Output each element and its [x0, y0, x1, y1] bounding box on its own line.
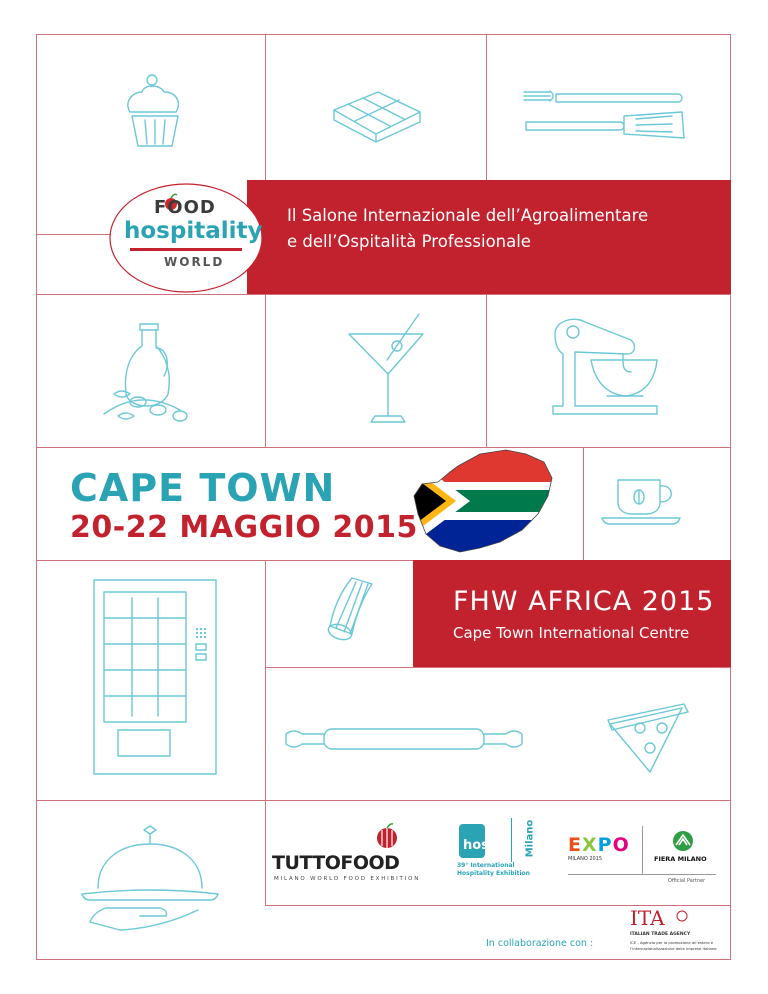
intro-line-1: Il Salone Internazionale dell’Agroalimentare	[287, 206, 649, 225]
fhw-venue: Cape Town International Centre	[453, 624, 690, 642]
host-logo	[455, 818, 555, 880]
intro-banner	[247, 180, 731, 294]
host-line-1: 39° International	[457, 862, 515, 869]
logo-food: FOOD	[154, 197, 216, 218]
tuttofood-name: TUTTOFOOD	[272, 852, 400, 874]
expo-sub: MILANO 2015	[568, 856, 603, 862]
fhw-banner	[413, 560, 731, 667]
event-city: CAPE TOWN	[70, 466, 336, 510]
olive-oil-icon	[100, 318, 200, 428]
partners-divider	[642, 826, 643, 874]
pasta-icon	[312, 574, 392, 652]
food-hospitality-world-logo	[106, 182, 266, 294]
tuttofood-sub: MILANO WORLD FOOD EXHIBITION	[274, 876, 421, 882]
host-city: Milano	[524, 819, 536, 858]
rolling-pin-icon	[284, 724, 524, 754]
stand-mixer-icon	[545, 310, 665, 422]
ita-sub: ITALIAN TRADE AGENCY	[630, 932, 691, 937]
fiera-milano-logo	[650, 830, 720, 870]
vending-machine-icon	[92, 578, 220, 778]
serving-cloche-icon	[80, 826, 230, 938]
tuttofood-logo	[272, 822, 421, 884]
event-dates: 20-22 MAGGIO 2015	[70, 510, 418, 545]
expo-mark: EXPO	[568, 834, 630, 856]
official-partner: Official Partner	[668, 878, 706, 884]
fiera-name: FIERA MILANO	[654, 855, 707, 863]
martini-glass-icon	[343, 312, 433, 430]
host-divider	[511, 818, 512, 862]
ita-mark: ITA	[630, 906, 665, 930]
south-africa-flag-map	[410, 448, 558, 554]
ice-line-2: l’internazionalizzazione delle imprese italiane	[630, 946, 717, 951]
logo-underline	[130, 248, 242, 251]
chocolate-bar-icon	[330, 90, 425, 145]
pizza-slice-icon	[606, 704, 696, 774]
coffee-cup-icon	[598, 478, 686, 526]
collab-label: In collaborazione con :	[486, 938, 594, 949]
expo-logo	[568, 834, 638, 866]
ice-line-1: ICE - Agenzia per la promozione all’estero e	[630, 940, 714, 945]
fhw-title: FHW AFRICA 2015	[453, 586, 715, 617]
host-line-2: Hospitality Exhibition	[457, 870, 530, 877]
cupcake-icon	[120, 72, 190, 152]
intro-line-2: e dell’Ospitalità Professionale	[287, 232, 531, 251]
fork-spatula-icon	[520, 86, 690, 146]
host-name: host	[463, 838, 496, 853]
ita-logo	[630, 908, 730, 958]
logo-world: WORLD	[164, 255, 225, 269]
partners-rule	[568, 874, 716, 875]
logo-hospitality: hospitality	[124, 218, 263, 244]
